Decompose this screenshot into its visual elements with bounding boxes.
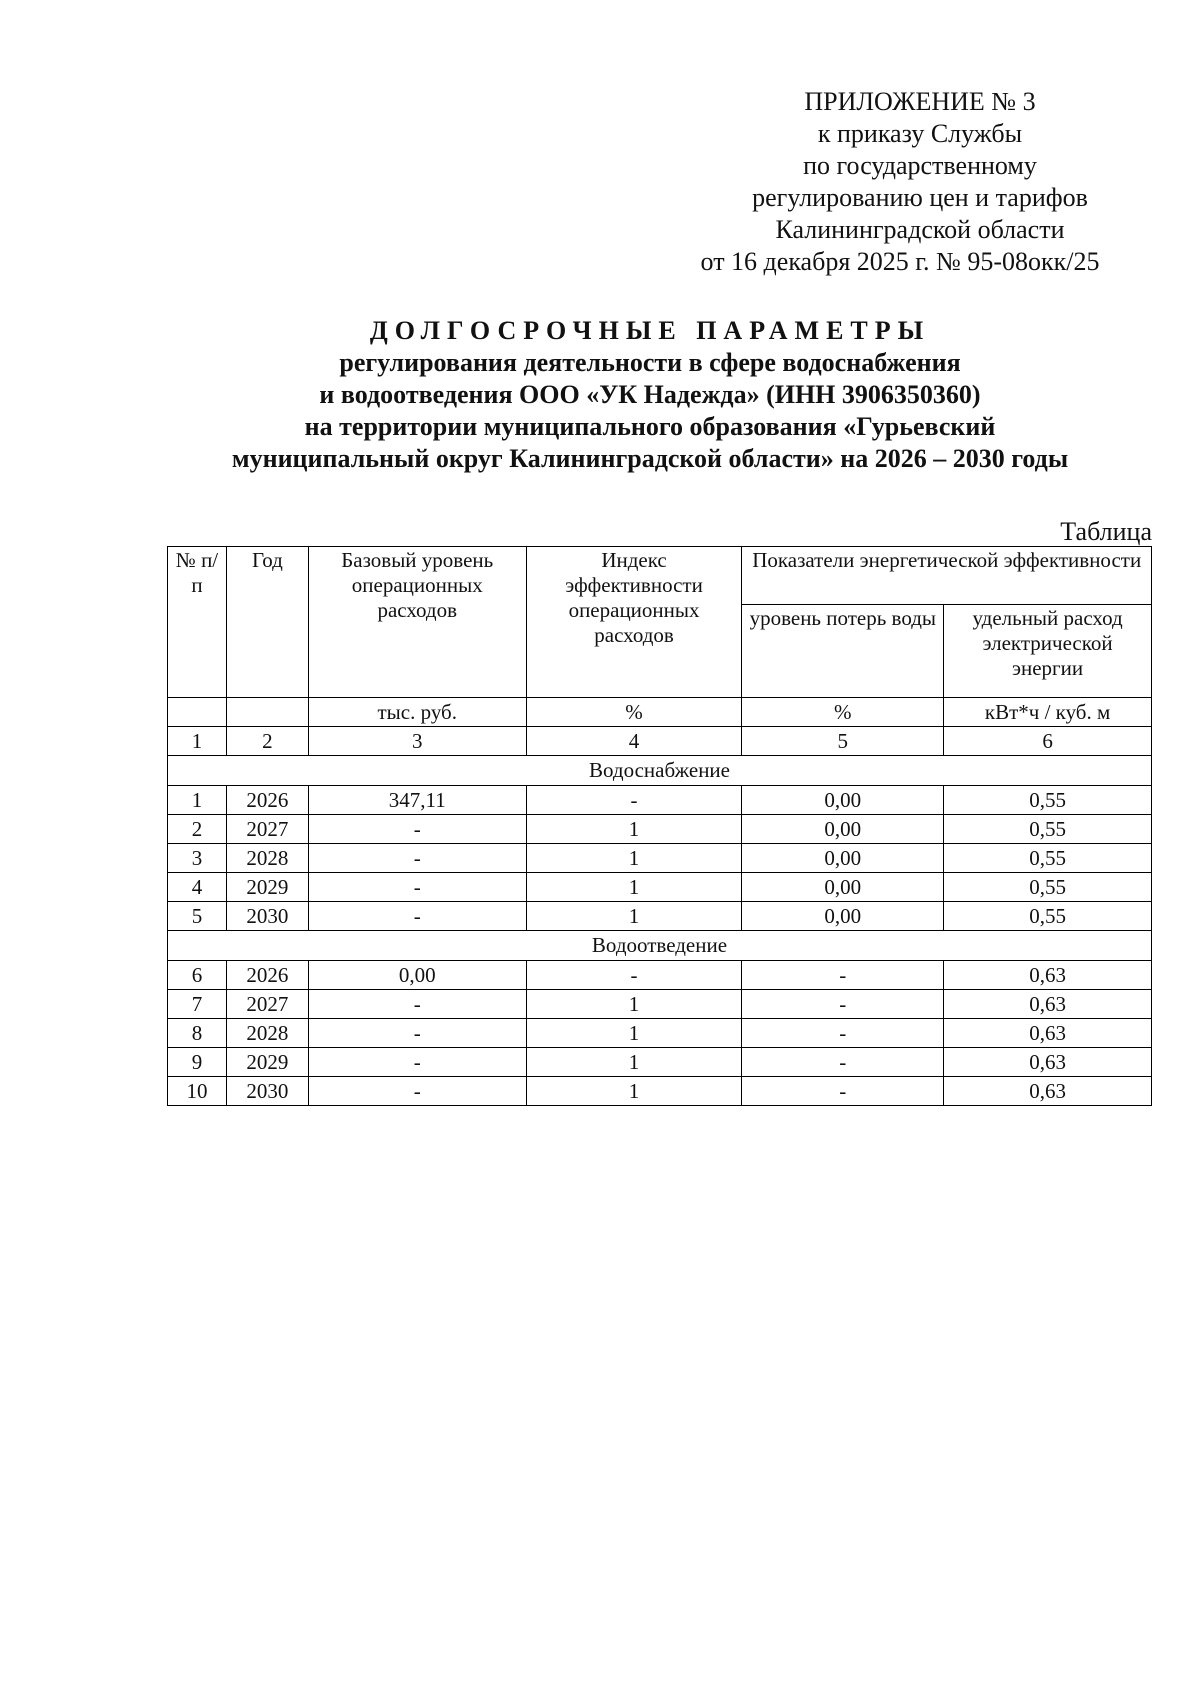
table-cell: 2026 (226, 786, 308, 815)
table-cell: 0,63 (944, 990, 1152, 1019)
title-heading: ДОЛГОСРОЧНЫЕ ПАРАМЕТРЫ (369, 316, 931, 345)
table-cell: 0,55 (944, 786, 1152, 815)
table-row (168, 1077, 1152, 1106)
table-cell: 1 (168, 786, 227, 815)
table-cell: 4 (168, 873, 227, 902)
table-cell: 2027 (226, 815, 308, 844)
table-cell: 6 (168, 961, 227, 990)
column-number: 4 (526, 727, 742, 756)
appendix-date-line: от 16 декабря 2025 г. № 95-08окк/25 (700, 247, 1100, 276)
column-number: 2 (226, 727, 308, 756)
table-row (168, 1019, 1152, 1048)
table-cell: 2029 (226, 873, 308, 902)
appendix-number: ПРИЛОЖЕНИЕ № 3 (804, 87, 1036, 116)
table-cell: - (742, 1019, 944, 1048)
table-cell: 1 (526, 990, 742, 1019)
table-row (168, 873, 1152, 902)
appendix-order-line: к приказу Службы (817, 119, 1023, 148)
table-row (168, 902, 1152, 931)
table-cell: - (742, 961, 944, 990)
appendix-region-line: Калининградской области (775, 215, 1065, 244)
table-cell: 347,11 (308, 786, 526, 815)
appendix-service-line: по государственному (803, 151, 1037, 180)
table-cell: 2028 (226, 844, 308, 873)
table-cell: 0,00 (308, 961, 526, 990)
table-cell: 0,55 (944, 815, 1152, 844)
column-number: 3 (308, 727, 526, 756)
table-row (168, 815, 1152, 844)
title-line: регулирования деятельности в сфере водоснабжения (339, 348, 961, 377)
header-num: № п/п (168, 547, 227, 698)
section-row (168, 931, 1152, 961)
table-cell: - (308, 1048, 526, 1077)
table-cell: 2 (168, 815, 227, 844)
table-cell: 0,00 (742, 844, 944, 873)
title-line: и водоотведения ООО «УК Надежда» (ИНН 3906350360) (319, 380, 981, 409)
table-cell: - (308, 990, 526, 1019)
unit-cell: тыс. руб. (308, 698, 526, 727)
table-cell: 2028 (226, 1019, 308, 1048)
header-efficiency-index: Индекс эффективности операционных расходов (526, 547, 742, 698)
table-cell: 3 (168, 844, 227, 873)
column-number: 6 (944, 727, 1152, 756)
table-cell: - (308, 902, 526, 931)
table-row (168, 990, 1152, 1019)
table-cell: 10 (168, 1077, 227, 1106)
table-cell: - (308, 815, 526, 844)
table-cell: 9 (168, 1048, 227, 1077)
header-specific-consumption: удельный расход электрической энергии (944, 604, 1152, 697)
table-cell: 2026 (226, 961, 308, 990)
table-cell: - (308, 1019, 526, 1048)
column-numbers-row (168, 727, 1152, 756)
table-cell: - (526, 961, 742, 990)
section-title: Водоснабжение (168, 756, 1152, 786)
unit-cell: % (526, 698, 742, 727)
table-cell: 8 (168, 1019, 227, 1048)
units-row (168, 698, 1152, 727)
units-empty-cell (168, 698, 227, 727)
table-cell: 0,63 (944, 961, 1152, 990)
header-year: Год (226, 547, 308, 698)
table-cell: 0,00 (742, 902, 944, 931)
table-row (168, 844, 1152, 873)
unit-cell: кВт*ч / куб. м (944, 698, 1152, 727)
appendix-regulation-line: регулированию цен и тарифов (752, 183, 1088, 212)
title-line: муниципальный округ Калининградской области» на 2026 – 2030 годы (231, 444, 1069, 473)
table-cell: - (526, 786, 742, 815)
section-title: Водоотведение (168, 931, 1152, 961)
table-cell: 1 (526, 815, 742, 844)
table-caption: Таблица (1060, 517, 1152, 546)
table-cell: 1 (526, 873, 742, 902)
table-row (168, 786, 1152, 815)
unit-cell: % (742, 698, 944, 727)
table-row (168, 961, 1152, 990)
table-cell: - (742, 1077, 944, 1106)
table-cell: 0,63 (944, 1019, 1152, 1048)
table-cell: 0,00 (742, 873, 944, 902)
table-cell: 2029 (226, 1048, 308, 1077)
table-cell: 0,55 (944, 902, 1152, 931)
table-cell: 1 (526, 1048, 742, 1077)
table-cell: 5 (168, 902, 227, 931)
table-cell: 2030 (226, 1077, 308, 1106)
table-cell: 0,00 (742, 786, 944, 815)
header-base-level: Базовый уровень операционных расходов (308, 547, 526, 698)
table-cell: - (742, 1048, 944, 1077)
table-row (168, 1048, 1152, 1077)
table-cell: - (308, 873, 526, 902)
title-line: на территории муниципального образования «Гурьевский (304, 412, 996, 441)
header-row (168, 547, 1152, 605)
parameters-table (167, 546, 1152, 1106)
table-cell: 1 (526, 1077, 742, 1106)
units-empty-cell (226, 698, 308, 727)
section-row (168, 756, 1152, 786)
table-cell: 7 (168, 990, 227, 1019)
table-cell: 2027 (226, 990, 308, 1019)
table-cell: - (308, 1077, 526, 1106)
table-cell: 0,55 (944, 873, 1152, 902)
header-water-losses: уровень потерь воды (742, 604, 944, 697)
table-cell: 1 (526, 844, 742, 873)
appendix-block (690, 86, 1150, 278)
table-cell: 1 (526, 902, 742, 931)
table-cell: 0,00 (742, 815, 944, 844)
table-cell: 0,63 (944, 1077, 1152, 1106)
table-cell: - (742, 990, 944, 1019)
table-cell: 1 (526, 1019, 742, 1048)
column-number: 1 (168, 727, 227, 756)
document-title (150, 315, 1150, 475)
table-cell: 0,55 (944, 844, 1152, 873)
table-cell: 0,63 (944, 1048, 1152, 1077)
table-cell: 2030 (226, 902, 308, 931)
table-cell: - (308, 844, 526, 873)
header-energy-group: Показатели энергетической эффективности (742, 547, 1152, 605)
column-number: 5 (742, 727, 944, 756)
